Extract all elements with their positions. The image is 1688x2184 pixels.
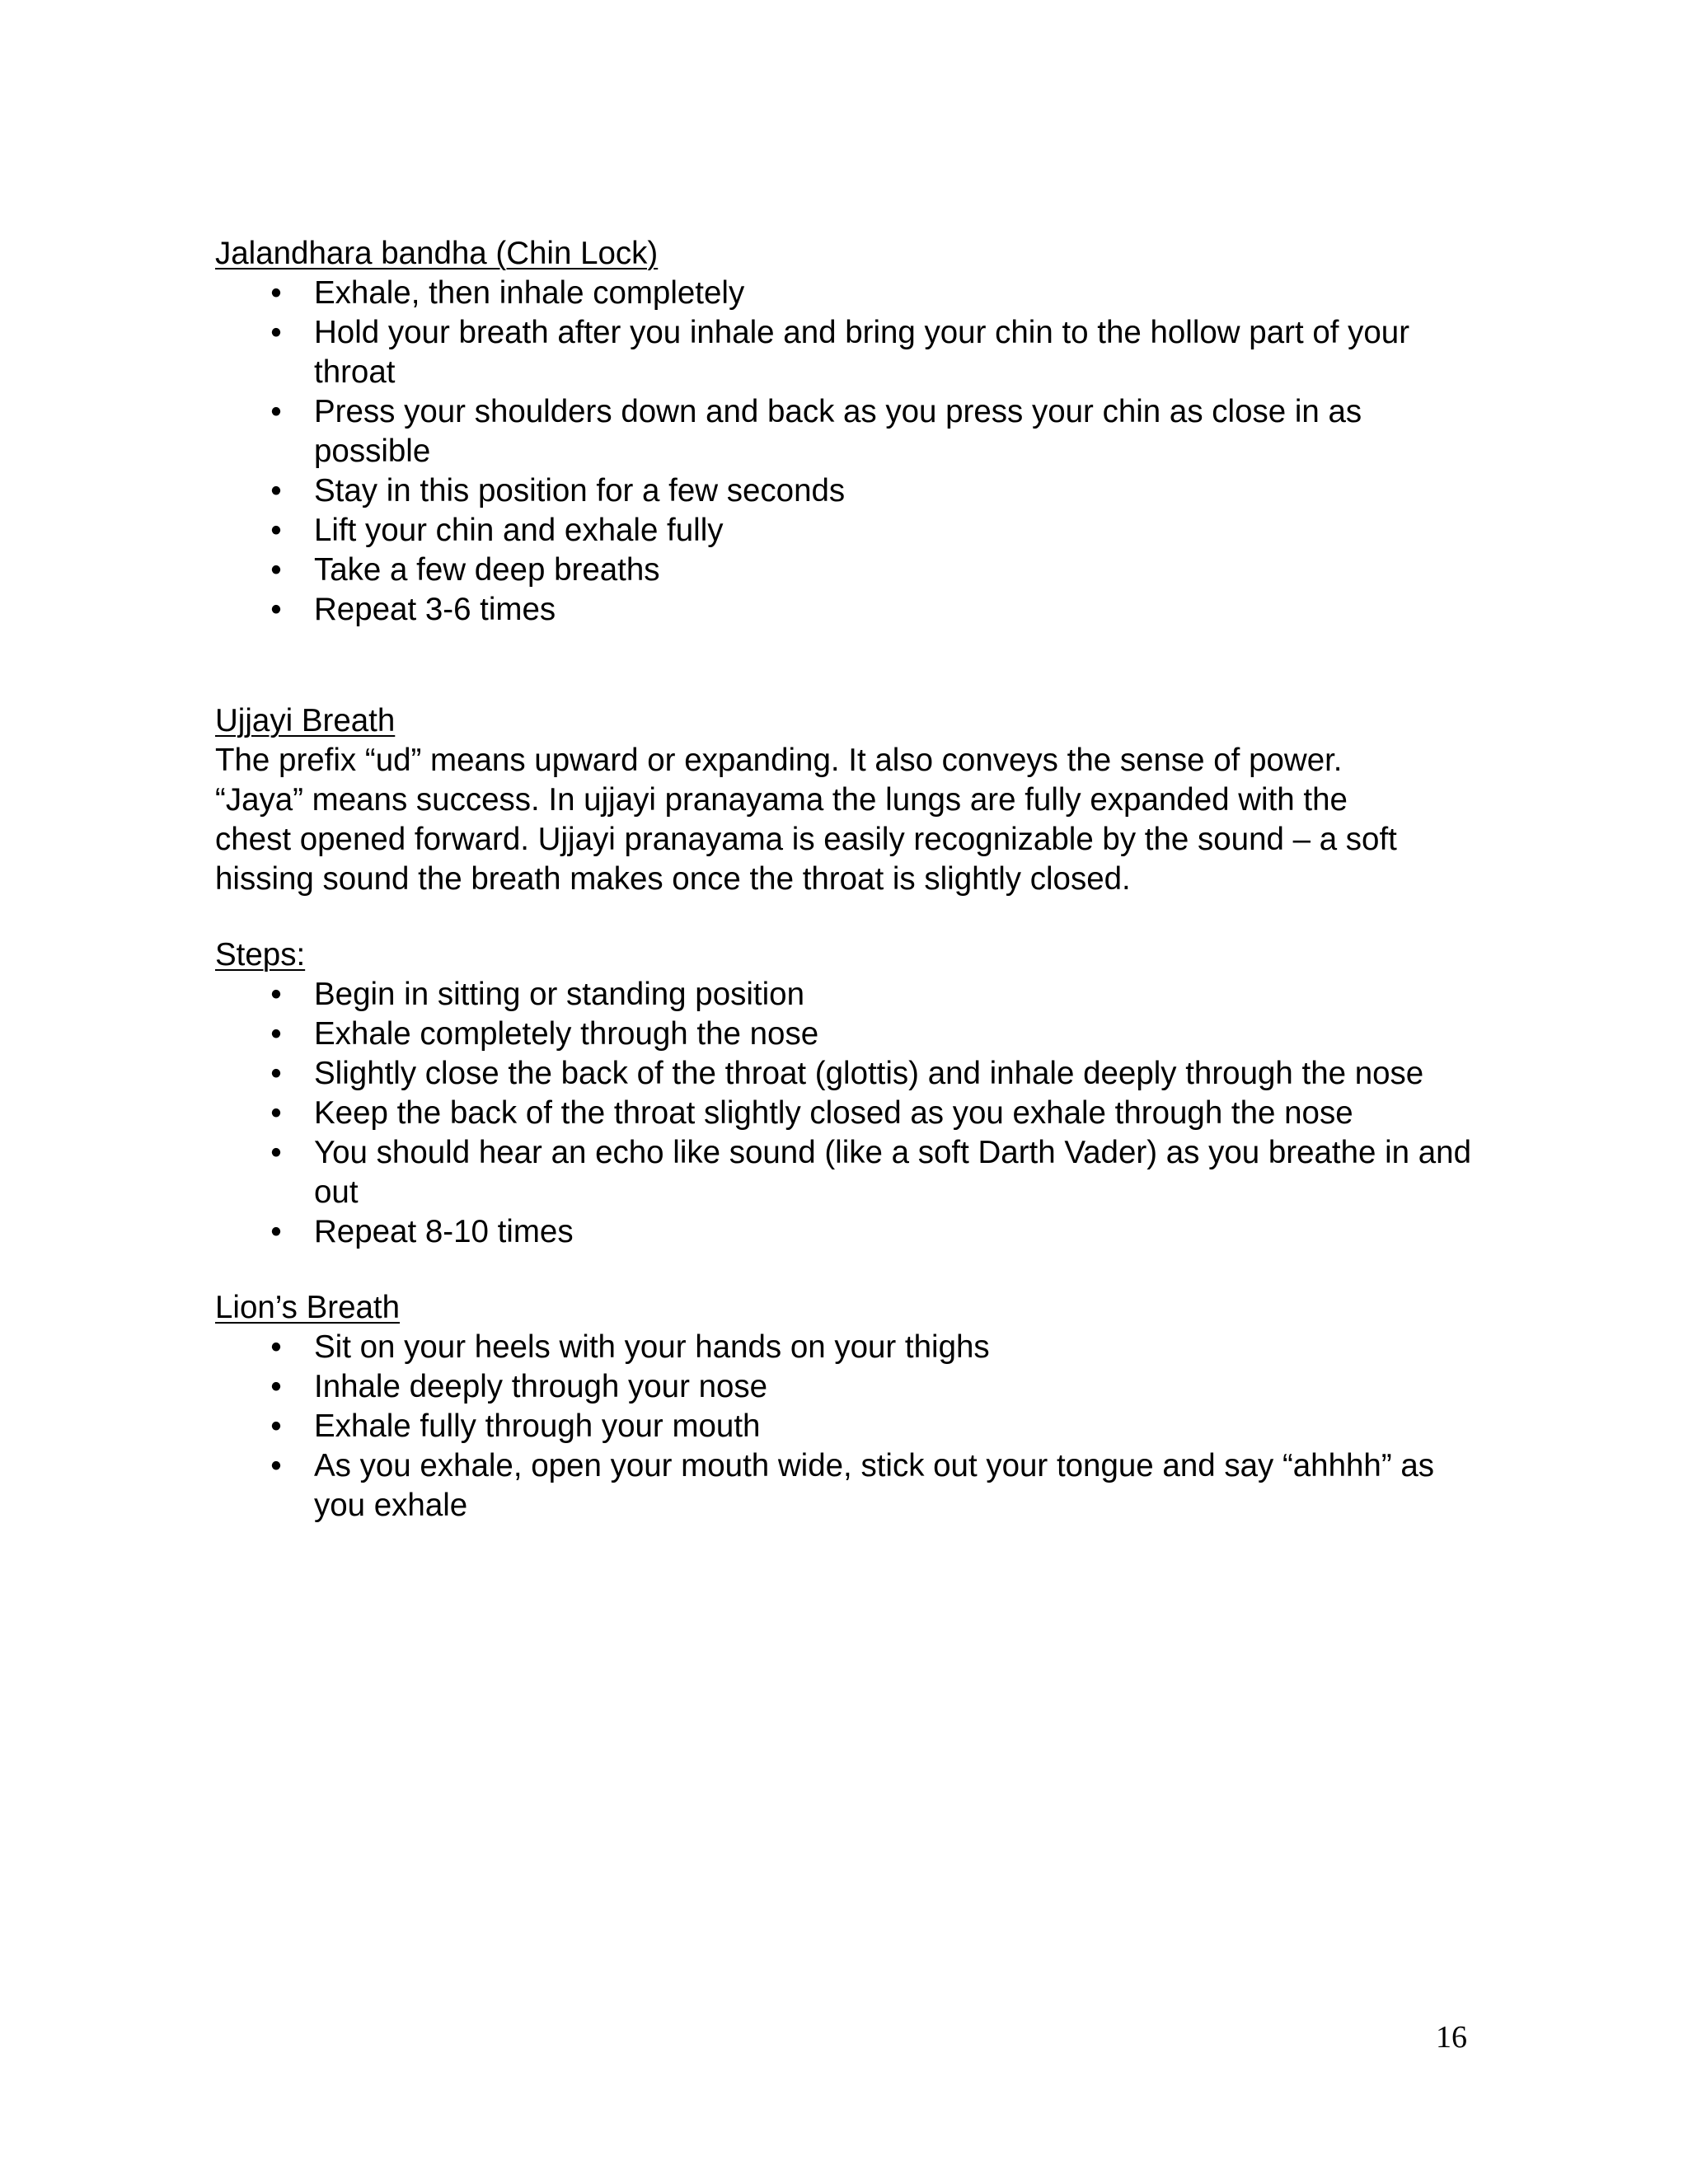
bullet-icon: • <box>270 1214 282 1249</box>
list-item-text: Hold your breath after you inhale and bring your chin to the hollow part of your throat <box>314 315 1410 390</box>
section-ujjayi-breath <box>215 701 1484 899</box>
list-item-text: Repeat 3-6 times <box>314 592 556 627</box>
bullet-icon: • <box>270 1135 282 1170</box>
list-item-text: Take a few deep breaths <box>314 552 660 588</box>
list-item <box>270 1328 1484 1367</box>
bullet-icon: • <box>270 1408 282 1444</box>
list-item <box>270 511 1484 551</box>
section-spacer <box>215 1252 1484 1288</box>
section-heading: Lion’s Breath <box>215 1290 401 1325</box>
list-item-text: Repeat 8-10 times <box>314 1214 574 1249</box>
paragraph-line: hissing sound the breath makes once the throat is slightly closed. <box>215 861 1131 897</box>
bullet-icon: • <box>270 275 282 311</box>
bullet-icon: • <box>270 592 282 627</box>
list-item <box>270 975 1484 1015</box>
list-item <box>270 1133 1484 1212</box>
list-item-text: Begin in sitting or standing position <box>314 977 804 1012</box>
list-item <box>270 274 1484 313</box>
section-paragraph <box>215 741 1484 899</box>
section-spacer <box>215 899 1484 935</box>
list-item <box>270 313 1484 392</box>
bullet-icon: • <box>270 1448 282 1483</box>
bullet-icon: • <box>270 1369 282 1404</box>
section-steps <box>215 935 1484 1252</box>
section-heading: Ujjayi Breath <box>215 703 396 738</box>
bullet-icon: • <box>270 473 282 509</box>
bullet-list <box>215 1328 1484 1526</box>
bullet-icon: • <box>270 394 282 429</box>
bullet-icon: • <box>270 1329 282 1365</box>
list-item <box>270 1446 1484 1526</box>
list-item-text: Exhale, then inhale completely <box>314 275 745 311</box>
list-item <box>270 1015 1484 1054</box>
list-item <box>270 1054 1484 1094</box>
section-heading: Jalandhara bandha (Chin Lock) <box>215 236 659 271</box>
list-item <box>270 471 1484 511</box>
list-item-text: As you exhale, open your mouth wide, stick out your tongue and say “ahhhh” as you exhale <box>314 1448 1435 1523</box>
bullet-list <box>215 274 1484 630</box>
list-item-text: Inhale deeply through your nose <box>314 1369 768 1404</box>
list-item-text: Sit on your heels with your hands on your thighs <box>314 1329 990 1365</box>
list-item-text: Keep the back of the throat slightly closed as you exhale through the nose <box>314 1095 1353 1131</box>
bullet-icon: • <box>270 977 282 1012</box>
section-heading: Steps: <box>215 937 306 972</box>
section-jalandhara-bandha <box>215 234 1484 630</box>
list-item <box>270 1212 1484 1252</box>
paragraph-line: “Jaya” means success. In ujjayi pranayama the lungs are fully expanded with the <box>215 782 1348 818</box>
section-lions-breath <box>215 1288 1484 1526</box>
page-number: 16 <box>1436 2020 1467 2055</box>
section-spacer <box>215 630 1484 701</box>
list-item-text: You should hear an echo like sound (like a soft Darth Vader) as you breathe in and out <box>314 1135 1472 1210</box>
list-item-text: Exhale completely through the nose <box>314 1016 819 1052</box>
list-item <box>270 590 1484 630</box>
bullet-icon: • <box>270 552 282 588</box>
bullet-icon: • <box>270 513 282 548</box>
list-item <box>270 392 1484 471</box>
bullet-icon: • <box>270 1016 282 1052</box>
paragraph-line: chest opened forward. Ujjayi pranayama is easily recognizable by the sound – a soft <box>215 822 1397 857</box>
list-item-text: Press your shoulders down and back as you press your chin as close in as possible <box>314 394 1362 469</box>
list-item <box>270 551 1484 590</box>
list-item-text: Exhale fully through your mouth <box>314 1408 761 1444</box>
list-item <box>270 1094 1484 1133</box>
list-item <box>270 1407 1484 1446</box>
bullet-icon: • <box>270 315 282 350</box>
page-content <box>215 234 1484 1526</box>
list-item-text: Slightly close the back of the throat (glottis) and inhale deeply through the nose <box>314 1056 1424 1091</box>
list-item <box>270 1367 1484 1407</box>
bullet-icon: • <box>270 1056 282 1091</box>
list-item-text: Stay in this position for a few seconds <box>314 473 846 509</box>
bullet-icon: • <box>270 1095 282 1131</box>
list-item-text: Lift your chin and exhale fully <box>314 513 724 548</box>
bullet-list <box>215 975 1484 1252</box>
paragraph-line: The prefix “ud” means upward or expanding. It also conveys the sense of power. <box>215 743 1343 778</box>
